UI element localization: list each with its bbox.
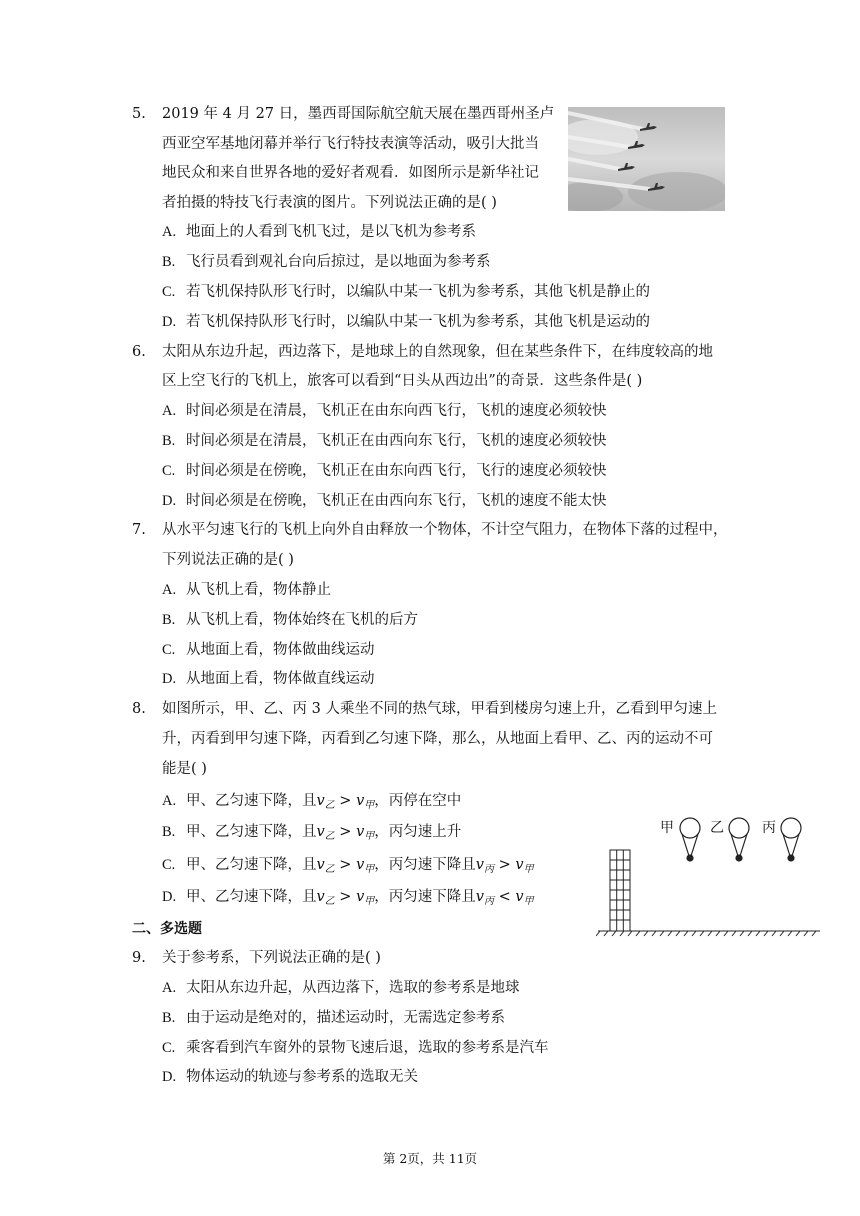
option [162, 401, 607, 421]
option-letter: D. [162, 889, 177, 905]
option [162, 1067, 418, 1087]
option [162, 855, 534, 880]
option-letter: B. [162, 433, 176, 449]
option [162, 491, 607, 511]
option-letter: C. [162, 1040, 176, 1056]
option-text: 从飞机上看，物体始终在飞机的后方 [186, 612, 418, 628]
question-text: 下列说法正确的是( ) [162, 552, 294, 568]
option [162, 580, 331, 600]
option [162, 222, 476, 242]
question-number: 9. [132, 950, 146, 966]
option-text: 甲、乙匀速下降，且 [186, 824, 317, 840]
option-letter: A. [162, 980, 177, 996]
option-text: 太阳从东边升起，从西边落下，选取的参考系是地球 [186, 980, 520, 996]
question-number: 7. [132, 522, 146, 538]
option-letter: D. [162, 493, 177, 509]
option-letter: A. [162, 793, 177, 809]
question-number: 8. [132, 701, 146, 717]
option-text: 若飞机保持队形飞行时，以编队中某一飞机为参考系，其他飞机是静止的 [186, 284, 650, 300]
option [162, 1008, 505, 1028]
balloon-jia [680, 818, 700, 861]
option [162, 431, 607, 451]
option-letter: D. [162, 671, 177, 687]
option-text: 从地面上看，物体做直线运动 [186, 671, 375, 687]
building [610, 850, 630, 931]
question-text: 西亚空军基地闭幕并举行飞行特技表演等活动，吸引大批当 [162, 136, 539, 152]
question-number: 6. [132, 344, 146, 360]
option-text: ，丙匀速下降且 [374, 889, 476, 905]
option-text: 甲、乙匀速下降，且 [186, 857, 317, 873]
option-text: ，丙匀速上升 [374, 824, 462, 840]
velocity-inequality: $v_乙 > v_甲$ [316, 889, 375, 907]
option [162, 1038, 549, 1058]
option-text: 时间必须是在清晨，飞机正在由东向西飞行，飞机的速度必须较快 [186, 403, 607, 419]
option-text: 若飞机保持队形飞行时，以编队中某一飞机为参考系，其他飞机是运动的 [186, 314, 650, 330]
velocity-inequality: $v_乙 > v_甲$ [316, 857, 375, 875]
label-yi: 乙 [710, 820, 724, 836]
velocity-inequality: $v_乙 > v_甲$ [316, 824, 375, 842]
option-letter: C. [162, 463, 176, 479]
option-text: ，丙停在空中 [374, 793, 462, 809]
option-text: ，丙匀速下降且 [374, 857, 476, 873]
label-bing: 丙 [762, 820, 776, 836]
option [162, 822, 461, 847]
question-text: 关于参考系，下列说法正确的是( ) [162, 950, 381, 966]
option-letter: B. [162, 612, 176, 628]
balloon-figure [596, 810, 822, 940]
question-text: 地民众和来自世界各地的爱好者观看．如图所示是新华社记 [162, 165, 539, 181]
velocity-inequality: $v_乙 > v_甲$ [316, 793, 375, 811]
option [162, 461, 607, 481]
option-letter: A. [162, 224, 177, 240]
section-heading: 二、多选题 [132, 921, 202, 937]
question-text: 太阳从东边升起，西边落下，是地球上的自然现象，但在某些条件下，在纬度较高的地 [162, 344, 713, 360]
option [162, 791, 461, 816]
page-footer: 第 2页，共 11页 [382, 1151, 478, 1166]
option-letter: D. [162, 314, 177, 330]
question-number: 5. [132, 106, 146, 122]
option-letter: B. [162, 824, 176, 840]
option [162, 282, 650, 302]
option-text: 乘客看到汽车窗外的景物飞速后退，选取的参考系是汽车 [186, 1040, 549, 1056]
option-text: 物体运动的轨迹与参考系的选取无关 [186, 1069, 418, 1085]
option [162, 312, 650, 332]
option-text: 甲、乙匀速下降，且 [186, 793, 317, 809]
option-text: 飞行员看到观礼台向后掠过，是以地面为参考系 [186, 254, 491, 270]
balloon-bing [781, 818, 801, 861]
option [162, 978, 520, 998]
option-letter: B. [162, 254, 176, 270]
question-text: 从水平匀速飞行的飞机上向外自由释放一个物体，不计空气阻力，在物体下落的过程中， [162, 522, 728, 538]
ground [596, 931, 820, 936]
question-text: 如图所示，甲、乙、丙 3 人乘坐不同的热气球，甲看到楼房匀速上升，乙看到甲匀速上 [162, 701, 717, 717]
velocity-inequality: $v_丙 > v_甲$ [475, 857, 534, 875]
option [162, 640, 375, 660]
label-jia: 甲 [660, 820, 674, 836]
option-letter: D. [162, 1069, 177, 1085]
option-letter: C. [162, 284, 176, 300]
option-text: 由于运动是绝对的，描述运动时，无需选定参考系 [186, 1010, 505, 1026]
option [162, 252, 491, 272]
balloon-yi [729, 818, 749, 861]
option-letter: B. [162, 1010, 176, 1026]
option-text: 时间必须是在清晨，飞机正在由西向东飞行，飞机的速度必须较快 [186, 433, 607, 449]
option-text: 甲、乙匀速下降，且 [186, 889, 317, 905]
option-text: 地面上的人看到飞机飞过，是以飞机为参考系 [186, 224, 476, 240]
velocity-inequality: $v_丙 < v_甲$ [475, 889, 534, 907]
option-text: 时间必须是在傍晚，飞机正在由西向东飞行，飞机的速度不能太快 [186, 493, 607, 509]
option [162, 887, 534, 912]
question-text: 升，丙看到甲匀速下降，丙看到乙匀速下降，那么，从地面上看甲、乙、丙的运动不可 [162, 731, 713, 747]
question-text: 区上空飞行的飞机上，旅客可以看到“日头从西边出”的奇景．这些条件是( ) [162, 373, 643, 389]
question-text: 者拍摄的特技飞行表演的图片。下列说法正确的是( ) [162, 195, 497, 211]
option [162, 610, 418, 630]
option [162, 669, 375, 689]
option-letter: A. [162, 582, 177, 598]
option-letter: A. [162, 403, 177, 419]
option-text: 时间必须是在傍晚，飞机正在由东向西飞行，飞行的速度必须较快 [186, 463, 607, 479]
question-text: 2019 年 4 月 27 日，墨西哥国际航空航天展在墨西哥州圣卢 [162, 106, 555, 122]
option-letter: C. [162, 857, 176, 873]
airshow-photo [568, 107, 725, 211]
option-text: 从飞机上看，物体静止 [186, 582, 331, 598]
option-text: 从地面上看，物体做曲线运动 [186, 642, 375, 658]
option-letter: C. [162, 642, 176, 658]
question-text: 能是( ) [162, 761, 207, 777]
